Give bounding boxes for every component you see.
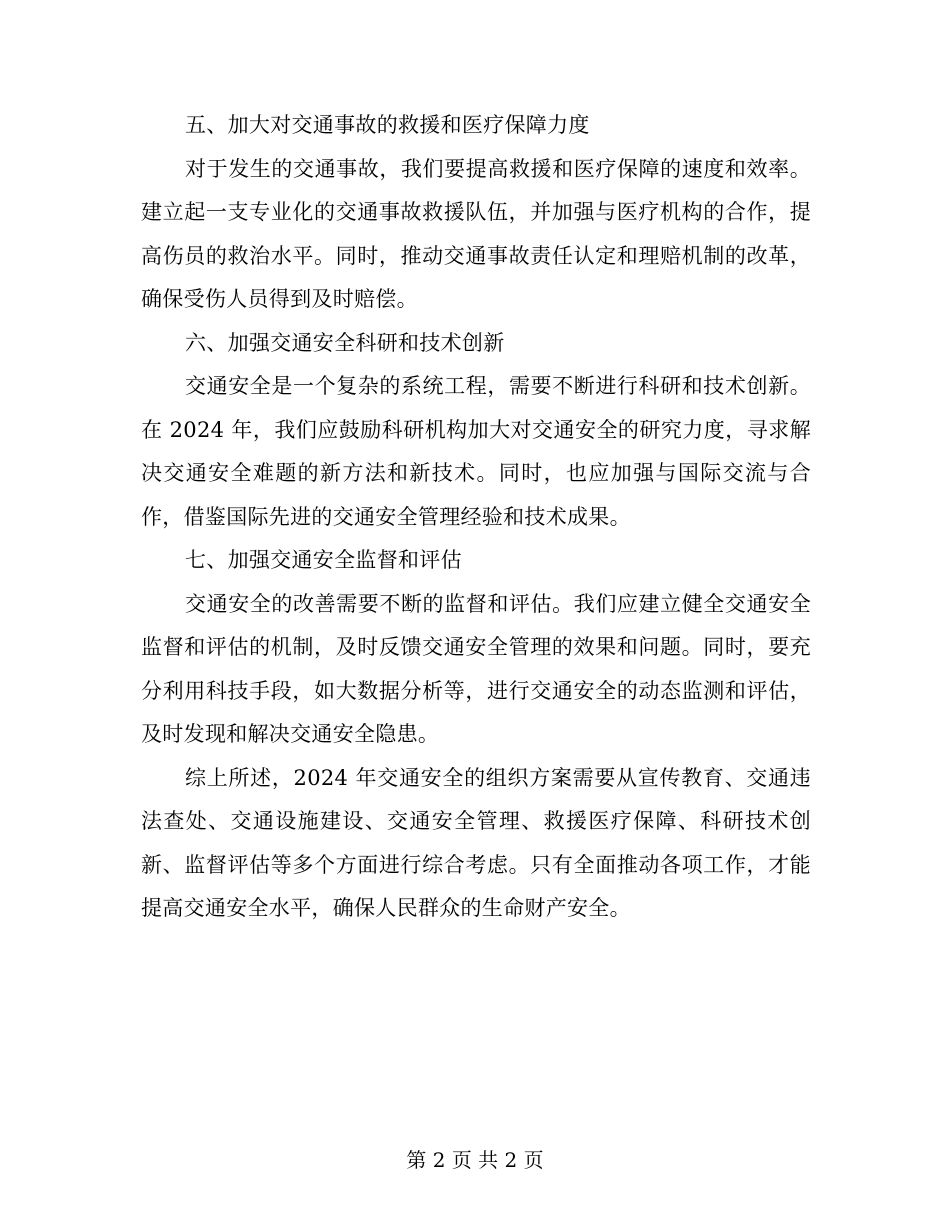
- document-body: [141, 104, 811, 931]
- section-paragraph-5: 对于发生的交通事故，我们要提高救援和医疗保障的速度和效率。建立起一支专业化的交通事故救援队伍，并加强与医疗机构的合作，提高伤员的救治水平。同时，推动交通事故责任认定和理赔机制的改革，确保受伤人员得到及时赔偿。: [141, 156, 811, 311]
- conclusion-paragraph: 综上所述，2024 年交通安全的组织方案需要从宣传教育、交通违法查处、交通设施建设、交通安全管理、救援医疗保障、科研技术创新、监督评估等多个方面进行综合考虑。只有全面推动各项工作，才能提高交通安全水平，确保人民群众的生命财产安全。: [141, 765, 811, 920]
- section-heading-5: 五、加大对交通事故的救援和医疗保障力度: [185, 113, 590, 137]
- section-paragraph-7: 交通安全的改善需要不断的监督和评估。我们应建立健全交通安全监督和评估的机制，及时反馈交通安全管理的效果和问题。同时，要充分利用科技手段，如大数据分析等，进行交通安全的动态监测和评估，及时发现和解决交通安全隐患。: [141, 591, 811, 746]
- section-heading-6: 六、加强交通安全科研和技术创新: [185, 330, 505, 355]
- section-heading-7: 七、加强交通安全监督和评估: [185, 548, 462, 572]
- section-paragraph-6: 交通安全是一个复杂的系统工程，需要不断进行科研和技术创新。在 2024 年，我们应鼓励科研机构加大对交通安全的研究力度，寻求解决交通安全难题的新方法和新技术。同时，也应加强与国际交流与合作，借鉴国际先进的交通安全管理经验和技术成果。: [141, 374, 811, 529]
- page-number-footer: 第 2 页 共 2 页: [406, 1148, 544, 1172]
